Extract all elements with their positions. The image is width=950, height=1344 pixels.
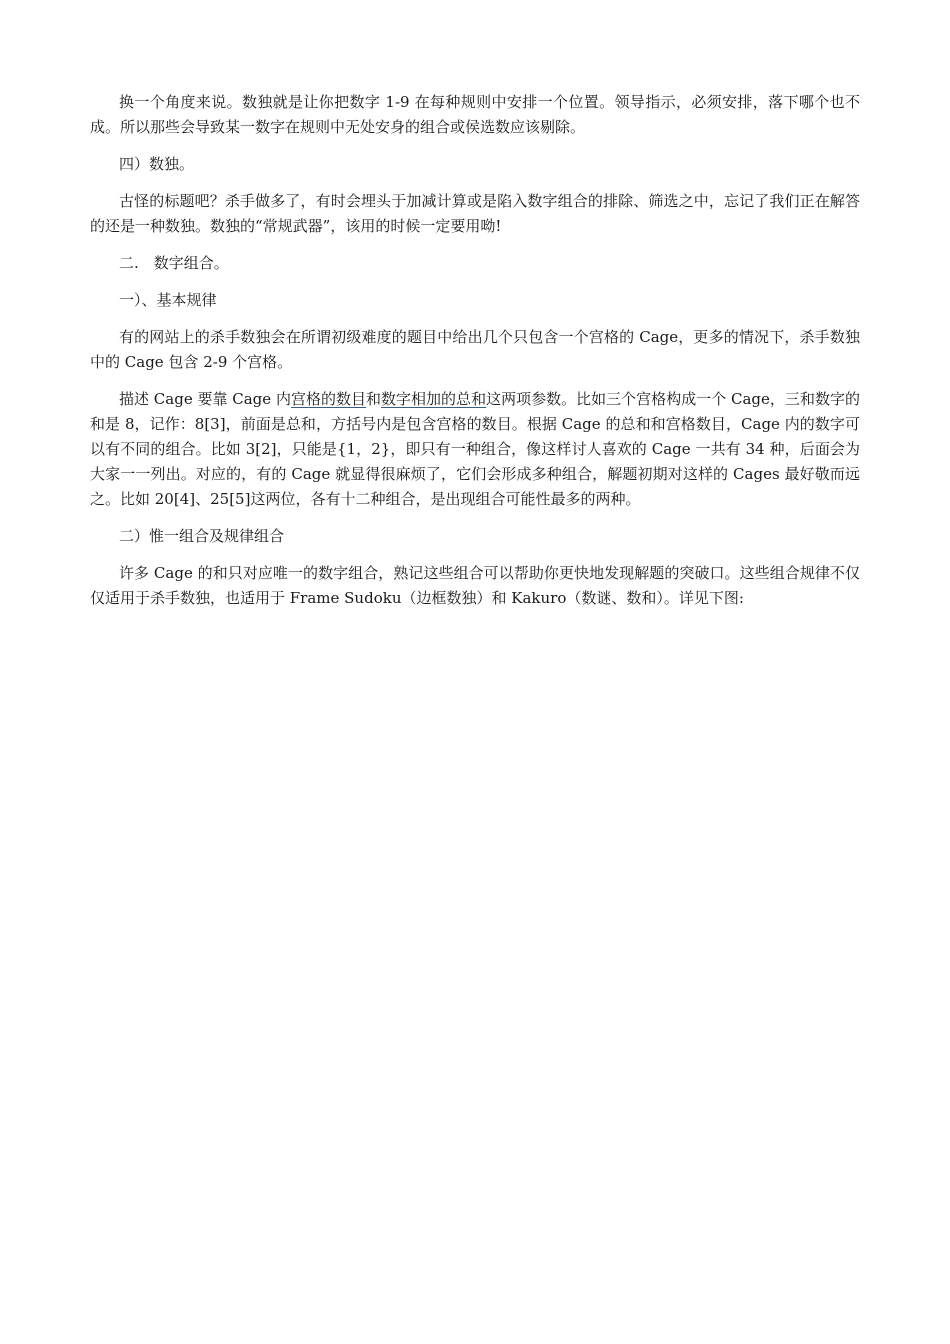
paragraph-cage-description [90, 387, 860, 512]
underlined-cell-count: 宫格的数目 [290, 390, 366, 408]
heading-number-combinations: 二. 数字组合。 [119, 254, 229, 272]
cage-description-text-a: 描述 Cage 要靠 Cage 内 [119, 390, 291, 408]
cage-description-text-b: 和 [366, 390, 382, 408]
paragraph-conventional-weapons: 古怪的标题吧？杀手做多了，有时会埋头于加减计算或是陷入数字组合的排除、筛选之中，忘记了我们正在解答的还是一种数独。数独的“常规武器”，该用的时候一定要用呦! [90, 192, 860, 235]
paragraph-arrangement: 换一个角度来说。数独就是让你把数字 1-9 在每种规则中安排一个位置。领导指示，必须安排，落下哪个也不成。所以那些会导致某一数字在规则中无处安身的组合或侯选数应该剔除。 [90, 93, 860, 136]
paragraph-unique-combinations: 许多 Cage 的和只对应唯一的数字组合，熟记这些组合可以帮助你更快地发现解题的突破口。这些组合规律不仅仅适用于杀手数独，也适用于 Frame Sudoku（边框数独）和 Kakuro（数谜、数和）。详见下图: [90, 564, 860, 607]
cage-description-text-c: 这两项参数。比如三个宫格构成一个 Cage，三和数字的和是 8，记作：8[3]，前面是总和，方括号内是包含宫格的数目。根据 Cage 的总和和宫格数目，Cage 内的数字可以有不同的组合。比如 3[2]，只能是{1，2}，即只有一种组合，像这样讨人喜欢的 Cage 一共有 34 种，后面会为大家一一列出。对应的，有的 Cage 就显得很麻烦了，它们会形成多种组合，解题初期对这样的 Cages 最好敬而远之。比如 20[4]、25[5]这两位，各有十二种组合，是出现组合可能性最多的两种。 [90, 390, 860, 508]
heading-sudoku: 四）数独。 [119, 155, 195, 173]
heading-basic-rules: 一）、基本规律 [119, 291, 217, 309]
document-page [90, 90, 860, 623]
paragraph-cage-sizes: 有的网站上的杀手数独会在所谓初级难度的题目中给出几个只包含一个宫格的 Cage，更多的情况下，杀手数独中的 Cage 包含 2-9 个宫格。 [90, 328, 860, 371]
heading-unique-combinations: 二）惟一组合及规律组合 [119, 527, 285, 545]
underlined-sum-total: 数字相加的总和 [381, 390, 487, 408]
